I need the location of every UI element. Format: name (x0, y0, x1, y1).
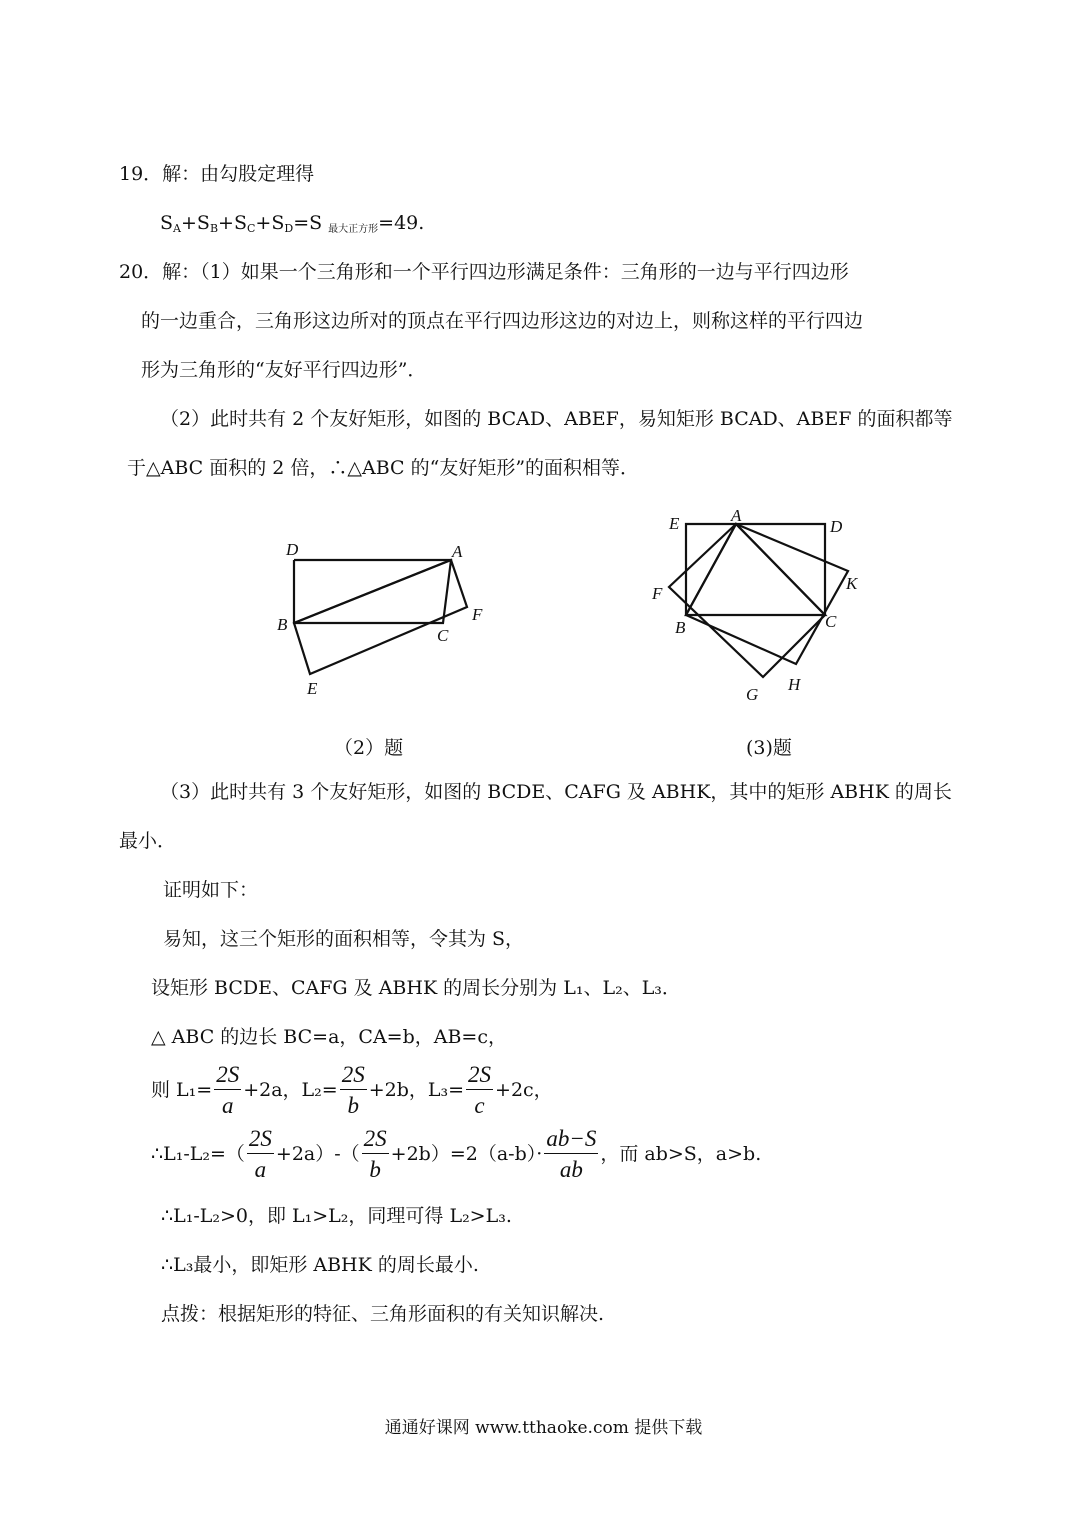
label-k: K (846, 574, 858, 593)
label-f: F (652, 584, 663, 603)
q19-formula: $S_A+S_B+S_C+S_D=S$ $_{最大正方形}$=49. (160, 212, 425, 235)
rectangle-bcde (686, 524, 825, 615)
label-a: A (731, 506, 742, 525)
fraction-2s-over-b: $\frac{2S}{b}$ (363, 1126, 387, 1182)
label-g: G (746, 685, 759, 704)
label-c: C (825, 612, 837, 631)
proof-line-sides: △ ABC 的边长 BC=a，CA=b，AB=c， (151, 1026, 507, 1048)
q19-heading: 19．解：由勾股定理得 (119, 163, 315, 185)
proof-formula-perimeters: 则 L₁= $\frac{2S}{a}$ +2a，L₂= $\frac{2S}{b}$ +2b，L₃= $\frac{2S}{c}$ +2c， (151, 1062, 553, 1118)
q20-p1-line2: 的一边重合，三角形这边所对的顶点在平行四边形这边的对边上，则称这样的平行四边 (141, 310, 864, 332)
label-b: B (675, 618, 686, 637)
label-d: D (286, 540, 299, 559)
proof-formula-difference: ∴L₁-L₂=（ $\frac{2S}{a}$ +2a）-（ $\frac{2S}{b}$ +2b）=2（a-b）· $\frac{ab-S}{ab}$ ，而 ab>S，a>b. (151, 1126, 762, 1182)
triangle-abc (686, 524, 825, 615)
hint-text: 点拨：根据矩形的特征、三角形面积的有关知识解决. (161, 1303, 605, 1325)
label-b: B (277, 615, 288, 634)
fraction-2s-over-a: $\frac{2S}{a}$ (216, 1062, 240, 1118)
figure-3-diagram (645, 502, 870, 707)
proof-conclusion-1: ∴L₁-L₂>0，即 L₁>L₂，同理可得 L₂>L₃. (161, 1205, 512, 1227)
proof-line-area: 易知，这三个矩形的面积相等，令其为 S， (163, 928, 525, 950)
fraction-2s-over-c: $\frac{2S}{c}$ (468, 1062, 492, 1118)
label-d: D (830, 517, 843, 536)
proof-line-perimeters: 设矩形 BCDE、CAFG 及 ABHK 的周长分别为 L₁、L₂、L₃． (151, 977, 681, 999)
label-c: C (437, 626, 449, 645)
label-e: E (307, 679, 318, 698)
q20-p3-line2: 最小． (119, 830, 177, 852)
figure-2-caption: （2）题 (334, 737, 404, 759)
label-a: A (452, 542, 463, 561)
figure-2-diagram (270, 530, 510, 705)
page-footer: 通通好课网 www.tthaoke.com 提供下载 (384, 1418, 703, 1438)
label-h: H (788, 675, 801, 694)
fraction-ab-minus-s-over-ab: $\frac{ab-S}{ab}$ (546, 1126, 597, 1182)
q20-p2-line2: 于△ABC 面积的 2 倍，∴△ABC 的“友好矩形”的面积相等． (127, 457, 640, 479)
q20-p1-line1: 20．解：（1）如果一个三角形和一个平行四边形满足条件：三角形的一边与平行四边形 (119, 261, 849, 283)
fraction-2s-over-a: $\frac{2S}{a}$ (248, 1126, 272, 1182)
label-f: F (472, 605, 483, 624)
figure-3-caption: (3)题 (746, 737, 792, 759)
rectangle-abef (294, 560, 467, 674)
proof-conclusion-2: ∴L₃最小，即矩形 ABHK 的周长最小. (161, 1254, 479, 1276)
q20-p1-line3: 形为三角形的“友好平行四边形”． (141, 359, 427, 381)
rectangle-abhk (686, 524, 848, 664)
q20-p3-line1: （3）此时共有 3 个友好矩形，如图的 BCDE、CAFG 及 ABHK，其中的矩形 ABHK 的周长 (160, 781, 952, 803)
fraction-2s-over-b: $\frac{2S}{b}$ (341, 1062, 365, 1118)
proof-heading: 证明如下： (163, 879, 259, 901)
label-e: E (669, 514, 680, 533)
q20-p2-line1: （2）此时共有 2 个友好矩形，如图的 BCAD、ABEF，易知矩形 BCAD、ABEF 的面积都等 (160, 408, 953, 430)
